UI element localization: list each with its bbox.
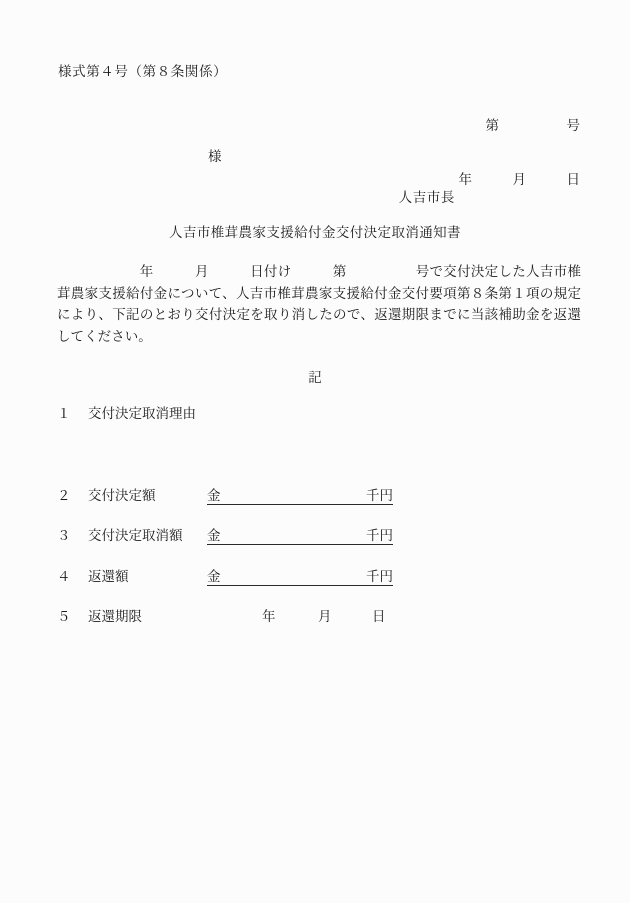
item-label: 交付決定額 [88,488,156,503]
ki-section-marker: 記 [308,370,322,385]
item-number: １ [57,406,71,421]
item-number: ４ [57,569,71,584]
document-title: 人吉市椎茸農家支援給付金交付決定取消通知書 [169,225,461,240]
issuer-name: 人吉市長 [398,190,455,205]
date-month-label: 月 [318,609,332,624]
addressee-honorific: 様 [208,149,222,164]
document-date-line: 年 月 日 [458,172,580,187]
item-number: ２ [57,488,71,503]
amount-field [207,526,393,545]
date-day-label: 日 [372,609,386,624]
form-number-label: 様式第４号（第８条関係） [58,64,228,79]
item-label: 交付決定取消額 [88,528,183,543]
amount-field [207,486,393,505]
item-label: 交付決定取消理由 [88,406,196,421]
item-number: ３ [57,528,71,543]
list-item-3 [57,524,393,545]
list-item-1 [57,402,207,422]
amount-unit: 千円 [366,488,393,503]
body-paragraph: 年 月 日付け 第 号で交付決定した人吉市椎茸農家支援給付金について、人吉市椎茸農家支援給付金交付要項第８条第１項の規定により、下記のとおり交付決定を取り消したので、返還期限までに当該補助金を返還してください。 [57,264,581,344]
amount-field [207,567,393,586]
date-year-label: 年 [262,609,276,624]
amount-unit: 千円 [366,569,393,584]
list-item-5 [57,605,393,626]
item-label: 返還額 [88,569,129,584]
item-label: 返還期限 [88,609,142,624]
list-item-2 [57,484,393,505]
item-number: ５ [57,609,71,624]
amount-prefix: 金 [207,528,221,543]
amount-prefix: 金 [207,569,221,584]
list-item-4 [57,565,393,586]
amount-unit: 千円 [366,528,393,543]
amount-prefix: 金 [207,488,221,503]
date-field [207,607,393,626]
document-number-line: 第 号 [485,118,580,133]
